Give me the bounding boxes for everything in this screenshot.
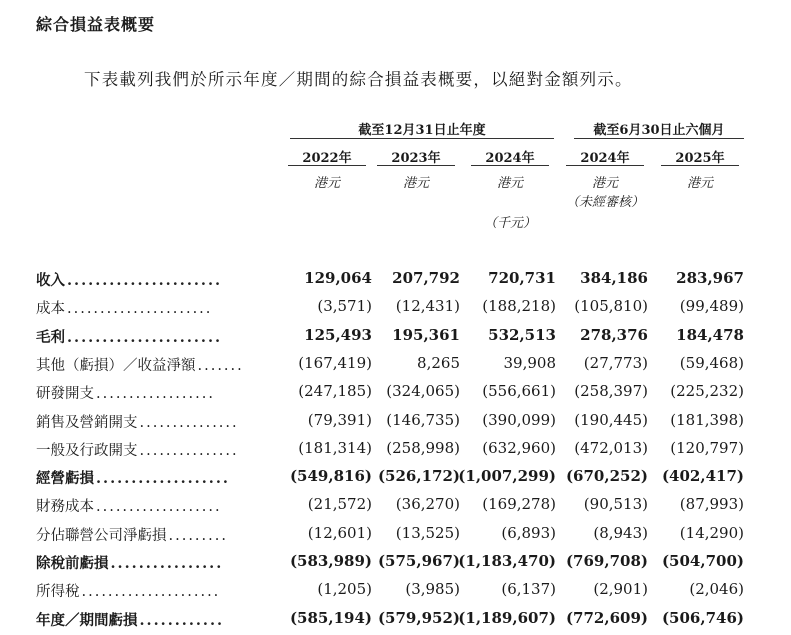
year-underline [377, 165, 455, 166]
intro-paragraph: 下表載列我們於所示年度／期間的綜合損益表概要，以絕對金額列示。 [84, 70, 633, 89]
row-label [36, 495, 272, 516]
table-row [0, 382, 791, 408]
column-unit: 港元 [591, 176, 618, 191]
column-year-header: 2023年 [391, 151, 441, 166]
row-leader-dots: ....... [197, 358, 244, 374]
table-cell: (2,901) [593, 580, 648, 598]
table-row [0, 609, 791, 635]
row-label [36, 580, 272, 601]
row-label-text: 成本 [36, 301, 65, 317]
row-label-text: 收入 [36, 272, 65, 289]
section-title: 綜合損益表概要 [36, 15, 156, 34]
table-cell: (258,998) [386, 439, 460, 457]
table-cell: (225,232) [670, 382, 744, 400]
table-cell: 39,908 [503, 354, 556, 372]
year-underline [661, 165, 739, 166]
row-leader-dots: ..................... [81, 584, 221, 600]
year-underline [288, 165, 366, 166]
table-cell: 283,967 [676, 269, 744, 287]
table-row [0, 467, 791, 493]
table-cell: (506,746) [661, 609, 744, 627]
table-cell: (14,290) [679, 524, 744, 542]
table-row [0, 580, 791, 606]
table-cell: (772,609) [565, 609, 648, 627]
row-label [36, 609, 272, 630]
row-label [36, 552, 272, 573]
table-cell: (181,398) [670, 411, 744, 429]
column-unit: 港元 [313, 176, 340, 191]
row-label [36, 524, 272, 545]
table-cell: (6,893) [501, 524, 556, 542]
table-cell: 129,064 [304, 269, 372, 287]
row-leader-dots: ...................... [67, 329, 223, 346]
table-cell: (120,797) [670, 439, 744, 457]
year-underline [566, 165, 644, 166]
table-row [0, 297, 791, 323]
table-cell: (575,967) [377, 552, 460, 570]
table-cell: (1,205) [317, 580, 372, 598]
row-leader-dots: ............ [139, 612, 225, 629]
table-cell: (188,218) [482, 297, 556, 315]
row-leader-dots: .................. [96, 386, 215, 402]
row-label [36, 326, 272, 347]
row-label-text: 財務成本 [36, 499, 94, 515]
table-cell: 207,792 [392, 269, 460, 287]
row-label-text: 一般及行政開支 [36, 443, 138, 459]
table-cell: (90,513) [583, 495, 648, 513]
row-label-text: 分佔聯營公司淨虧損 [36, 528, 167, 544]
table-cell: (12,431) [395, 297, 460, 315]
table-cell: 384,186 [580, 269, 648, 287]
row-leader-dots: ............... [139, 415, 239, 431]
row-label [36, 354, 272, 375]
row-leader-dots: ......... [168, 528, 228, 544]
thousands-note: （千元） [483, 216, 536, 231]
column-year-header: 2025年 [675, 151, 725, 166]
row-label [36, 382, 272, 403]
column-group-year-end: 截至12月31日止年度 [358, 123, 486, 138]
row-leader-dots: ...................... [67, 301, 213, 317]
column-unit: 港元 [496, 176, 523, 191]
table-cell: 125,493 [304, 326, 372, 344]
row-label-text: 年度／期間虧損 [36, 612, 138, 629]
column-year-header: 2024年 [580, 151, 630, 166]
row-label-text: 所得稅 [36, 584, 80, 600]
table-cell: 720,731 [488, 269, 556, 287]
row-label-text: 研發開支 [36, 386, 94, 402]
table-cell: (105,810) [574, 297, 648, 315]
table-cell: (324,065) [386, 382, 460, 400]
table-cell: (87,993) [679, 495, 744, 513]
table-cell: 532,513 [488, 326, 556, 344]
table-cell: (27,773) [583, 354, 648, 372]
row-leader-dots: ...................... [67, 272, 223, 289]
unaudited-note: （未經審核） [565, 195, 644, 210]
table-cell: (526,172) [377, 467, 460, 485]
table-cell: (21,572) [307, 495, 372, 513]
table-cell: (579,952) [377, 609, 460, 627]
table-row [0, 354, 791, 380]
table-row [0, 552, 791, 578]
table-cell: (247,185) [298, 382, 372, 400]
table-cell: (13,525) [395, 524, 460, 542]
row-label-text: 除稅前虧損 [36, 555, 109, 572]
row-leader-dots: ................ [110, 555, 224, 572]
row-label [36, 269, 272, 290]
table-cell: (167,419) [298, 354, 372, 372]
table-cell: (258,397) [574, 382, 648, 400]
table-cell: (146,735) [386, 411, 460, 429]
row-label [36, 297, 272, 318]
row-leader-dots: ................... [96, 499, 222, 515]
table-cell: (402,417) [661, 467, 744, 485]
table-cell: (2,046) [689, 580, 744, 598]
row-label-text: 其他（虧損）／收益淨額 [36, 358, 196, 374]
group-underline-year-end [290, 138, 554, 139]
table-cell: (3,571) [317, 297, 372, 315]
table-cell: (670,252) [565, 467, 648, 485]
table-cell: 195,361 [392, 326, 460, 344]
table-cell: (8,943) [593, 524, 648, 542]
table-cell: (556,661) [482, 382, 556, 400]
table-row [0, 326, 791, 352]
table-cell: (36,270) [395, 495, 460, 513]
row-label-text: 經營虧損 [36, 470, 94, 487]
row-label-text: 毛利 [36, 329, 65, 346]
row-label-text: 銷售及營銷開支 [36, 415, 138, 431]
table-cell: (59,468) [679, 354, 744, 372]
column-unit: 港元 [402, 176, 429, 191]
table-cell: (583,989) [289, 552, 372, 570]
year-underline [471, 165, 549, 166]
table-cell: (6,137) [501, 580, 556, 598]
table-cell: (99,489) [679, 297, 744, 315]
row-label [36, 411, 272, 432]
table-cell: (169,278) [482, 495, 556, 513]
table-cell: (3,985) [405, 580, 460, 598]
row-label [36, 439, 272, 460]
table-cell: (1,007,299) [458, 467, 556, 485]
table-cell: (504,700) [661, 552, 744, 570]
table-row [0, 439, 791, 465]
table-cell: (1,189,607) [458, 609, 556, 627]
table-cell: (190,445) [574, 411, 648, 429]
table-cell: (549,816) [289, 467, 372, 485]
table-cell: (769,708) [565, 552, 648, 570]
table-cell: (472,013) [574, 439, 648, 457]
column-year-header: 2024年 [485, 151, 535, 166]
group-underline-six-months [574, 138, 744, 139]
table-cell: (585,194) [289, 609, 372, 627]
table-cell: (632,960) [482, 439, 556, 457]
table-cell: 278,376 [580, 326, 648, 344]
table-cell: (12,601) [307, 524, 372, 542]
table-row [0, 269, 791, 295]
table-cell: (79,391) [307, 411, 372, 429]
row-leader-dots: ............... [139, 443, 239, 459]
column-year-header: 2022年 [302, 151, 352, 166]
table-cell: 8,265 [417, 354, 460, 372]
column-group-six-months: 截至6月30日止六個月 [593, 123, 725, 138]
table-row [0, 411, 791, 437]
row-label [36, 467, 272, 488]
table-cell: 184,478 [676, 326, 744, 344]
table-row [0, 524, 791, 550]
table-cell: (390,099) [482, 411, 556, 429]
table-cell: (181,314) [298, 439, 372, 457]
column-unit: 港元 [686, 176, 713, 191]
row-leader-dots: ................... [96, 470, 230, 487]
table-row [0, 495, 791, 521]
table-cell: (1,183,470) [458, 552, 556, 570]
